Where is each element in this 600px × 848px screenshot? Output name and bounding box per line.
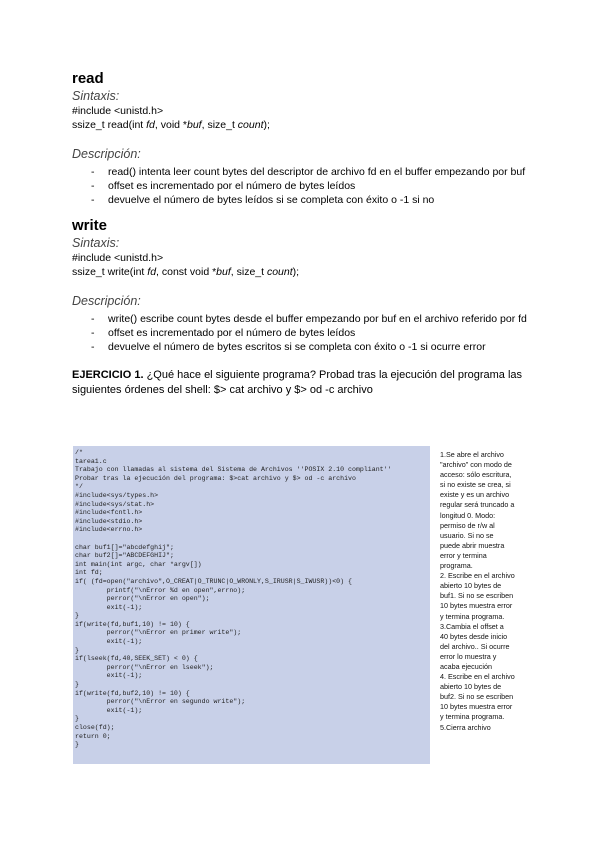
code-line: exit(-1); <box>75 638 143 646</box>
write-title: write <box>72 217 108 234</box>
note-line: buf1. Si no se escriben <box>440 591 514 601</box>
code-line: } <box>75 715 79 723</box>
code-line: Probar tras la ejecución del programa: $>cat archivo y $> od -c archivo <box>75 474 356 482</box>
code-line: if( (fd=open("archivo",O_CREAT|O_TRUNC|O_WRONLY,S_IRUSR|S_IWUSR))<0) { <box>75 577 352 585</box>
note-line: permiso de r/w al <box>440 520 495 530</box>
code-line: tarea1.c <box>75 457 107 465</box>
code-line: perror("\nError en lseek"); <box>75 663 214 671</box>
code-line: int fd; <box>75 569 103 577</box>
write-syntax-label: Sintaxis: <box>72 236 120 250</box>
code-line: if(write(fd,buf1,10) != 10) { <box>75 620 190 628</box>
note-line: 10 bytes muestra error <box>440 601 513 611</box>
list-item: - devuelve el número de bytes escritos si se completa con éxito o -1 si ocurre error <box>72 340 534 354</box>
note-line: 4. Escribe en el archivo <box>440 672 515 682</box>
list-item: - write() escribe count bytes desde el buffer empezando por buf en el archivo referido por fd <box>72 312 534 326</box>
note-line: error y termina <box>440 550 487 560</box>
read-include: #include <unistd.h> <box>72 105 164 117</box>
note-line: acaba ejecución <box>440 661 492 671</box>
document-body <box>72 70 534 409</box>
code-line: exit(-1); <box>75 603 143 611</box>
note-line: usuario. Si no se <box>440 530 494 540</box>
note-line: abierto 10 bytes de <box>440 581 502 591</box>
read-description-label: Descripción: <box>72 147 141 161</box>
write-description-label: Descripción: <box>72 294 141 308</box>
exercise-label: EJERCICIO 1. <box>72 369 144 381</box>
code-line: } <box>75 741 79 749</box>
note-line: error lo muestra y <box>440 651 497 661</box>
code-line: close(fd); <box>75 724 115 731</box>
note-line: acceso: sólo escritura, <box>440 470 512 480</box>
note-line: y termina programa. <box>440 712 505 722</box>
read-syntax-label: Sintaxis: <box>72 89 120 103</box>
note-line: 10 bytes muestra error <box>440 702 513 712</box>
code-line: */ <box>75 483 83 491</box>
list-item: - offset es incrementado por el número de bytes leídos <box>72 179 534 193</box>
code-line: /* <box>75 449 83 456</box>
code-line: #include<sys/types.h> <box>75 491 159 499</box>
note-line: si no existe se crea, si <box>440 480 511 490</box>
code-line: exit(-1); <box>75 672 143 680</box>
code-line: exit(-1); <box>75 706 143 714</box>
read-section <box>72 70 534 207</box>
note-line: regular será truncado a <box>440 500 515 510</box>
code-line: } <box>75 612 79 620</box>
note-line: longitud 0. Modo: <box>440 510 496 520</box>
code-line: } <box>75 681 79 689</box>
code-line: printf("\nError %d en open",errno); <box>75 586 246 594</box>
write-include: #include <unistd.h> <box>72 252 164 264</box>
code-line: char buf2[]="ABCDEFGHIJ"; <box>75 552 174 560</box>
code-line: #include<errno.h> <box>75 526 143 534</box>
exercise-statement <box>72 368 534 398</box>
note-line: 3.Cambia el offset a <box>440 621 504 631</box>
note-line: buf2. Si no se escriben <box>440 692 514 702</box>
note-line: 1.Se abre el archivo <box>440 450 504 459</box>
read-description-list <box>72 165 534 207</box>
note-line: programa. <box>440 561 473 571</box>
code-line: char buf1[]="abcdefghij"; <box>75 543 174 551</box>
note-line: 40 bytes desde inicio <box>440 631 508 641</box>
code-line: int main(int argc, char *argv[]) <box>75 560 202 568</box>
list-item: - devuelve el número de bytes leídos si se completa con éxito o -1 si no <box>72 193 534 207</box>
code-line: #include<stdio.h> <box>75 517 143 525</box>
code-line: #include<sys/stat.h> <box>75 500 155 508</box>
note-line: del archivo.. Si ocurre <box>440 641 510 651</box>
code-line: if(write(fd,buf2,10) != 10) { <box>75 689 190 697</box>
code-line: perror("\nError en primer write"); <box>75 629 242 637</box>
note-line: 5.Cierra archivo <box>440 722 491 732</box>
write-signature: ssize_t write(int fd, const void *buf, size_t count); <box>72 266 300 278</box>
note-line: y termina programa. <box>440 611 505 621</box>
exercise-text: ¿Qué hace el siguiente programa? Probad tras la ejecución del programa las siguientes órdenes del shell: $> cat archivo y $> od -c archivo <box>72 369 523 396</box>
note-line: existe y es un archivo <box>440 490 510 500</box>
code-line: Trabajo con llamadas al sistema del Sistema de Archivos ''POSIX 2.10 compliant'' <box>75 466 392 474</box>
code-line: return 0; <box>75 732 111 740</box>
write-description-list <box>72 312 534 354</box>
code-explanation-note <box>440 450 532 733</box>
code-line: perror("\nError en segundo write"); <box>75 698 246 706</box>
code-line: #include<fcntl.h> <box>75 509 143 517</box>
list-item: - offset es incrementado por el número de bytes leídos <box>72 326 534 340</box>
code-line: } <box>75 646 79 654</box>
code-listing <box>73 446 430 764</box>
write-section <box>72 217 534 354</box>
read-signature: ssize_t read(int fd, void *buf, size_t count); <box>72 119 270 131</box>
note-line: "archivo" con modo de <box>440 460 512 470</box>
note-line: abierto 10 bytes de <box>440 682 502 692</box>
note-line: 2. Escribe en el archivo <box>440 571 515 581</box>
code-line: if(lseek(fd,40,SEEK_SET) < 0) { <box>75 655 198 663</box>
list-item: - read() intenta leer count bytes del descriptor de archivo fd en el buffer empezando por buf <box>72 165 534 179</box>
read-title: read <box>72 70 104 87</box>
note-line: puede abrir muestra <box>440 540 505 550</box>
code-line: perror("\nError en open"); <box>75 595 210 603</box>
code-line <box>75 535 430 544</box>
